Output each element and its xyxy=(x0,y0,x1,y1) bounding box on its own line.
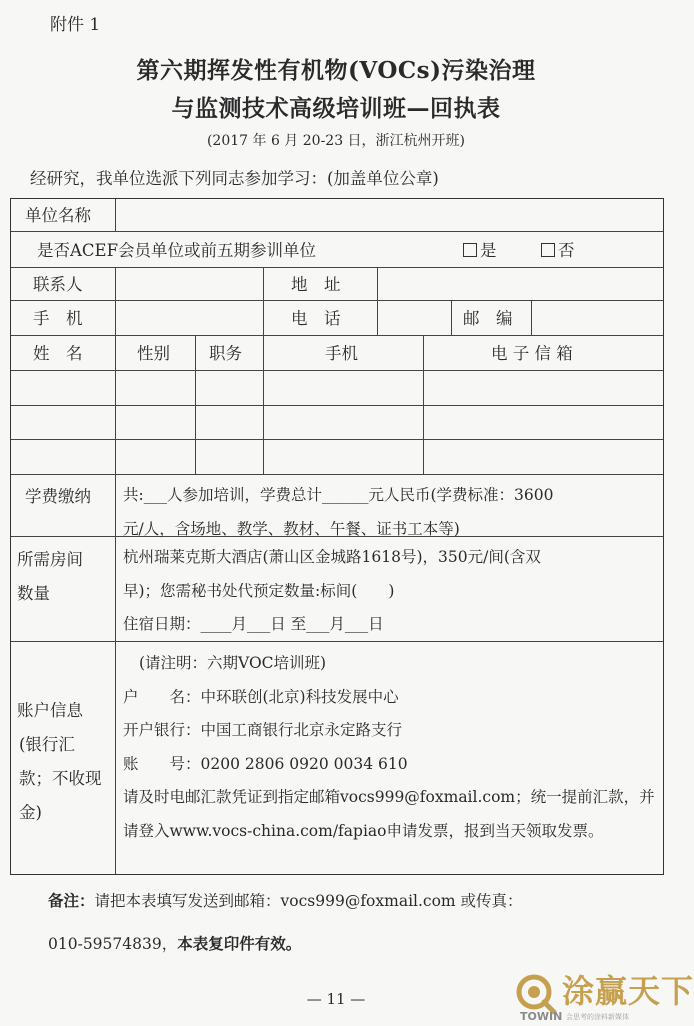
room-label-line2: 数量 xyxy=(17,584,50,603)
account-label-line3: 款；不收现 xyxy=(19,769,102,788)
fee-line2: 元/人，含场地、教学、教材、午餐、证书工本等) xyxy=(123,519,460,538)
remark-line2 xyxy=(48,932,301,954)
mobile-label: 手 机 xyxy=(33,309,83,328)
document-title-line2: 与监测技术高级培训班—回执表 xyxy=(171,95,501,122)
account-note: (请注明：六期VOC培训班) xyxy=(139,654,327,672)
room-details xyxy=(123,541,663,642)
remark-label: 备注： xyxy=(48,891,95,910)
watermark-brand: TOWIN xyxy=(520,1010,563,1023)
remark-line1 xyxy=(48,889,523,911)
intro-text: 经研究，我单位选派下列同志参加学习：(加盖单位公章) xyxy=(30,169,439,188)
page-number: — 11 — xyxy=(306,990,366,1008)
contact-label: 联系人 xyxy=(33,275,83,294)
account-name: 户 名：中环联创(北京)科技发展中心 xyxy=(123,687,399,706)
attendee-header-position: 职务 xyxy=(209,344,242,363)
document-title-line1: 第六期挥发性有机物(VOCs)污染治理 xyxy=(136,57,536,84)
phone-label: 电 话 xyxy=(291,309,341,328)
watermark-slogan: 会思考的涂料新媒体 xyxy=(566,1013,629,1021)
document-subtitle: (2017 年 6 月 20-23 日，浙江杭州开班) xyxy=(206,133,466,149)
copy-valid-note: 本表复印件有效。 xyxy=(177,934,302,953)
watermark-text: 涂赢天下 xyxy=(562,972,694,1010)
fee-line1: 共:___人参加培训，学费总计______元人民币(学费标准：3600 xyxy=(123,486,554,504)
address-label: 地 址 xyxy=(291,275,341,294)
remark-text: 请把本表填写发送到邮箱：vocs999@foxmail.com 或传真： xyxy=(94,892,523,910)
postcode-label: 邮 编 xyxy=(463,309,513,328)
room-line2: 早)；您需秘书处代预定数量:标间( ) xyxy=(123,581,395,600)
fee-label: 学费缴纳 xyxy=(25,487,91,506)
attendee-header-gender: 性别 xyxy=(137,344,170,363)
account-label-line4: 金) xyxy=(19,803,42,822)
attendee-header-name: 姓 名 xyxy=(33,344,83,363)
account-label-line2: (银行汇 xyxy=(19,735,75,754)
account-number: 账 号：0200 2806 0920 0034 610 xyxy=(123,754,408,773)
option-no[interactable]: 否 xyxy=(541,243,575,260)
account-instruction: 请及时电邮汇款凭证到指定邮箱vocs999@foxmail.com；统一提前汇款，并请登入www.vocs-china.com/fapiao申请发票，报到当天领取发票。 xyxy=(123,788,655,840)
room-label-line1: 所需房间 xyxy=(17,550,83,569)
room-line1: 杭州瑞莱克斯大酒店(萧山区金城路1618号)，350元/间(含双 xyxy=(123,548,541,566)
account-label-line1: 账户信息 xyxy=(17,701,83,720)
checkbox-yes[interactable] xyxy=(463,243,477,257)
room-line3: 住宿日期：____月___日 至___月___日 xyxy=(123,615,384,633)
attendee-header-email: 电 子 信 箱 xyxy=(491,344,573,363)
checkbox-no[interactable] xyxy=(541,243,555,257)
unit-name-field[interactable] xyxy=(121,201,659,229)
registration-form xyxy=(10,198,664,875)
acef-question-label: 是否ACEF会员单位或前五期参训单位 xyxy=(37,241,317,260)
attendee-header-mobile: 手机 xyxy=(325,344,358,363)
unit-name-label: 单位名称 xyxy=(25,206,91,225)
attachment-label: 附件 1 xyxy=(50,15,101,35)
account-details xyxy=(123,647,663,848)
account-bank: 开户银行：中国工商银行北京永定路支行 xyxy=(123,721,403,739)
option-yes[interactable]: 是 xyxy=(463,243,497,260)
fee-details xyxy=(123,479,663,546)
fax-number: 010-59574839， xyxy=(48,935,178,953)
